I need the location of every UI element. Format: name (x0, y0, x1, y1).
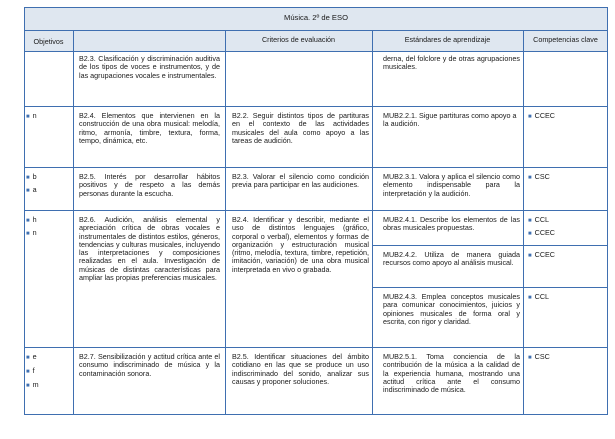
criteria-b2-3: B2.3. Valorar el silencio como condición previa para participar en las audiciones. (232, 173, 369, 190)
standard-mub2-5-1: MUB2.5.1. Toma conciencia de la contribución de la música a la calidad de la experiencia humana, mostrando una actitud crítica ante el consumo indiscriminado de música. (383, 353, 520, 395)
criteria-b2-2: B2.2. Seguir distintos tipos de partituras en el contexto de las actividades musicales del aula como apoyo a las tareas de audición. (232, 112, 369, 145)
v-rule-right (607, 7, 608, 415)
v-rule-objectives (73, 30, 74, 415)
v-rule-criteria (225, 30, 226, 415)
v-rule-competences (523, 30, 524, 415)
v-rule-standards (372, 30, 373, 415)
objective-a: ■ a (26, 185, 37, 194)
h-rule-std-b (372, 287, 608, 288)
header-objectives: Objetivos (33, 38, 64, 46)
objective-e: ■ e (26, 352, 37, 361)
content-b2-4: B2.4. Elementos que intervienen en la construcción de una obra musical: melodía, ritmo, armonía, timbre, textura, forma, tempo, dinámica, etc. (79, 112, 220, 145)
curriculum-table (24, 7, 608, 415)
h-rule-bottom (24, 414, 608, 415)
standard-mub2-4-3: MUB2.4.3. Emplea conceptos musicales para comunicar conocimientos, juicios y opiniones musicales de forma oral y escrita, con rigor y claridad. (383, 293, 520, 326)
h-rule-std-a (372, 245, 608, 246)
h-rule-row3 (24, 210, 608, 211)
criteria-b2-5: B2.5. Identificar situaciones del ámbito cotidiano en las que se produce un uso indiscriminado del sonido, analizar sus causas y proponer soluciones. (232, 353, 369, 386)
competence-ccl: ■ CCL (528, 215, 550, 224)
criteria-b2-4: B2.4. Identificar y describir, mediante el uso de distintos lenguajes (gráfico, corporal o verbal), elementos y formas de organización y estructuración musical (ritmo, melodía, textura, timbre, repetición, imitación, variación) de una obra musical interpretada en vivo o grabada. (232, 216, 369, 274)
standard-continued: derna, del folclore y de otras agrupaciones musicales. (383, 55, 520, 72)
standard-mub2-2-1: MUB2.2.1. Sigue partituras como apoyo a la audición. (383, 112, 517, 129)
h-rule-title-bottom (24, 30, 608, 31)
standard-mub2-4-1: MUB2.4.1. Describe los elementos de las obras musicales propuestas. (383, 216, 520, 233)
h-rule-row2 (24, 167, 608, 168)
header-competences: Competencias clave (533, 36, 598, 44)
competence-ccec: ■ CCEC (528, 228, 555, 237)
competence-ccec: ■ CCEC (528, 250, 555, 259)
v-rule-left (24, 7, 25, 415)
h-rule-row1 (24, 106, 608, 107)
content-b2-7: B2.7. Sensibilización y actitud crítica ante el consumo indiscriminado de música y la contaminación sonora. (79, 353, 220, 378)
objective-f: ■ f (26, 366, 35, 375)
content-b2-3: B2.3. Clasificación y discriminación auditiva de los tipos de voces e instrumentos, y de las agrupaciones vocales e instrumentales. (79, 55, 220, 80)
header-criteria: Criterios de evaluación (261, 36, 336, 44)
objective-h: ■ h (26, 215, 37, 224)
h-rule-row4 (24, 347, 608, 348)
competence-ccec: ■ CCEC (528, 111, 555, 120)
standard-mub2-4-2: MUB2.4.2. Utiliza de manera guiada recursos como apoyo al análisis musical. (383, 251, 520, 268)
objective-b: ■ b (26, 172, 37, 181)
competence-ccl: ■ CCL (528, 292, 550, 301)
competence-csc: ■ CSC (528, 352, 550, 361)
h-rule-top (24, 7, 608, 8)
objective-n: ■ n (26, 228, 37, 237)
content-b2-6: B2.6. Audición, análisis elemental y apreciación crítica de obras vocales e instrumentales de distintos estilos, géneros, tendencias y culturas musicales, incluyendo las interpretaciones y composiciones realizadas en el aula. Investigación de músicas de distintas características para ampliar las propias preferencias musicales. (79, 216, 220, 283)
competence-csc: ■ CSC (528, 172, 550, 181)
header-standards: Estándares de aprendizaje (404, 36, 491, 44)
subject-title: Música. 2º de ESO (284, 14, 348, 22)
content-b2-5: B2.5. Interés por desarrollar hábitos positivos y de respeto a las demás personas durante la escucha. (79, 173, 220, 198)
h-rule-header-bottom (24, 51, 608, 52)
objective-m: ■ m (26, 380, 39, 389)
standard-mub2-3-1: MUB2.3.1. Valora y aplica el silencio como elemento indispensable para la interpretación y la audición. (383, 173, 520, 198)
objective-n: ■ n (26, 111, 37, 120)
